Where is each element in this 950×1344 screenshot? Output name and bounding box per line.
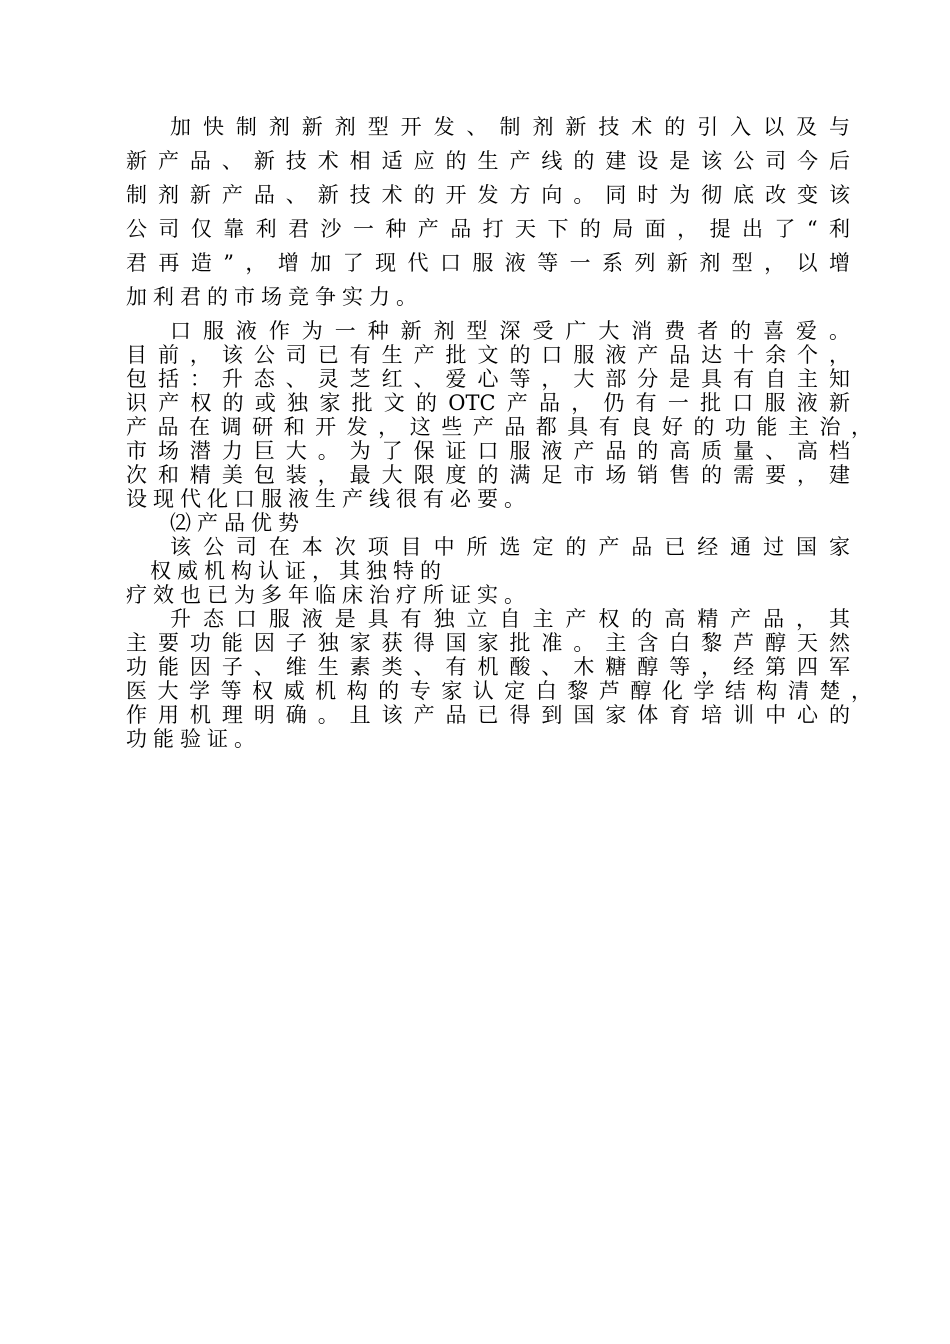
p2-line-2: 目前，该公司已有生产批文的口服液产品达十余个， bbox=[126, 343, 850, 367]
p4-line-1: 升态口服液是具有独立自主产权的高精产品，其 bbox=[170, 607, 850, 631]
p1-line-2: 新产品、新技术相适应的生产线的建设是该公司今后 bbox=[126, 149, 850, 173]
p3-line-1: 该公司在本次项目中所选定的产品已经通过国家 bbox=[170, 535, 850, 559]
p2-line-8: 设现代化口服液生产线很有必要。 bbox=[126, 487, 531, 511]
p2-line-1: 口服液作为一种新剂型深受广大消费者的喜爱。 bbox=[170, 319, 850, 343]
p4-line-3: 功能因子、维生素类、有机酸、木糖醇等，经第四军 bbox=[126, 655, 850, 679]
p3-line-2: 权威机构认证，其独特的 bbox=[150, 559, 447, 583]
p4-line-6: 功能验证。 bbox=[126, 727, 261, 751]
p4-line-5: 作用机理明确。且该产品已得到国家体育培训中心的 bbox=[126, 703, 850, 727]
p2-line-5: 产品在调研和开发，这些产品都具有良好的功能主治， bbox=[126, 415, 872, 439]
p4-line-2: 主要功能因子独家获得国家批准。主含白黎芦醇天然 bbox=[126, 631, 850, 655]
p1-line-5: 君再造”，增加了现代口服液等一系列新剂型，以增 bbox=[126, 251, 850, 275]
p3-line-3: 疗效也已为多年临床治疗所证实。 bbox=[126, 583, 531, 607]
p1-line-6: 加利君的市场竞争实力。 bbox=[126, 285, 423, 309]
p1-line-4: 公司仅靠利君沙一种产品打天下的局面，提出了“利 bbox=[126, 217, 850, 241]
p2-line-3: 包括：升态、灵芝红、爱心等，大部分是具有自主知 bbox=[126, 367, 850, 391]
p2-line-6: 市场潜力巨大。为了保证口服液产品的高质量、高档 bbox=[126, 439, 850, 463]
p2-line-7: 次和精美包装，最大限度的满足市场销售的需要，建 bbox=[126, 463, 850, 487]
p4-line-4: 医大学等权威机构的专家认定白黎芦醇化学结构清楚， bbox=[126, 679, 872, 703]
p1-line-1: 加快制剂新剂型开发、制剂新技术的引入以及与 bbox=[170, 115, 850, 139]
p2-line-4: 识产权的或独家批文的OTC产品，仍有一批口服液新 bbox=[126, 391, 850, 415]
section-heading: ⑵产品优势 bbox=[170, 511, 305, 535]
p1-line-3: 制剂新产品、新技术的开发方向。同时为彻底改变该 bbox=[126, 183, 850, 207]
